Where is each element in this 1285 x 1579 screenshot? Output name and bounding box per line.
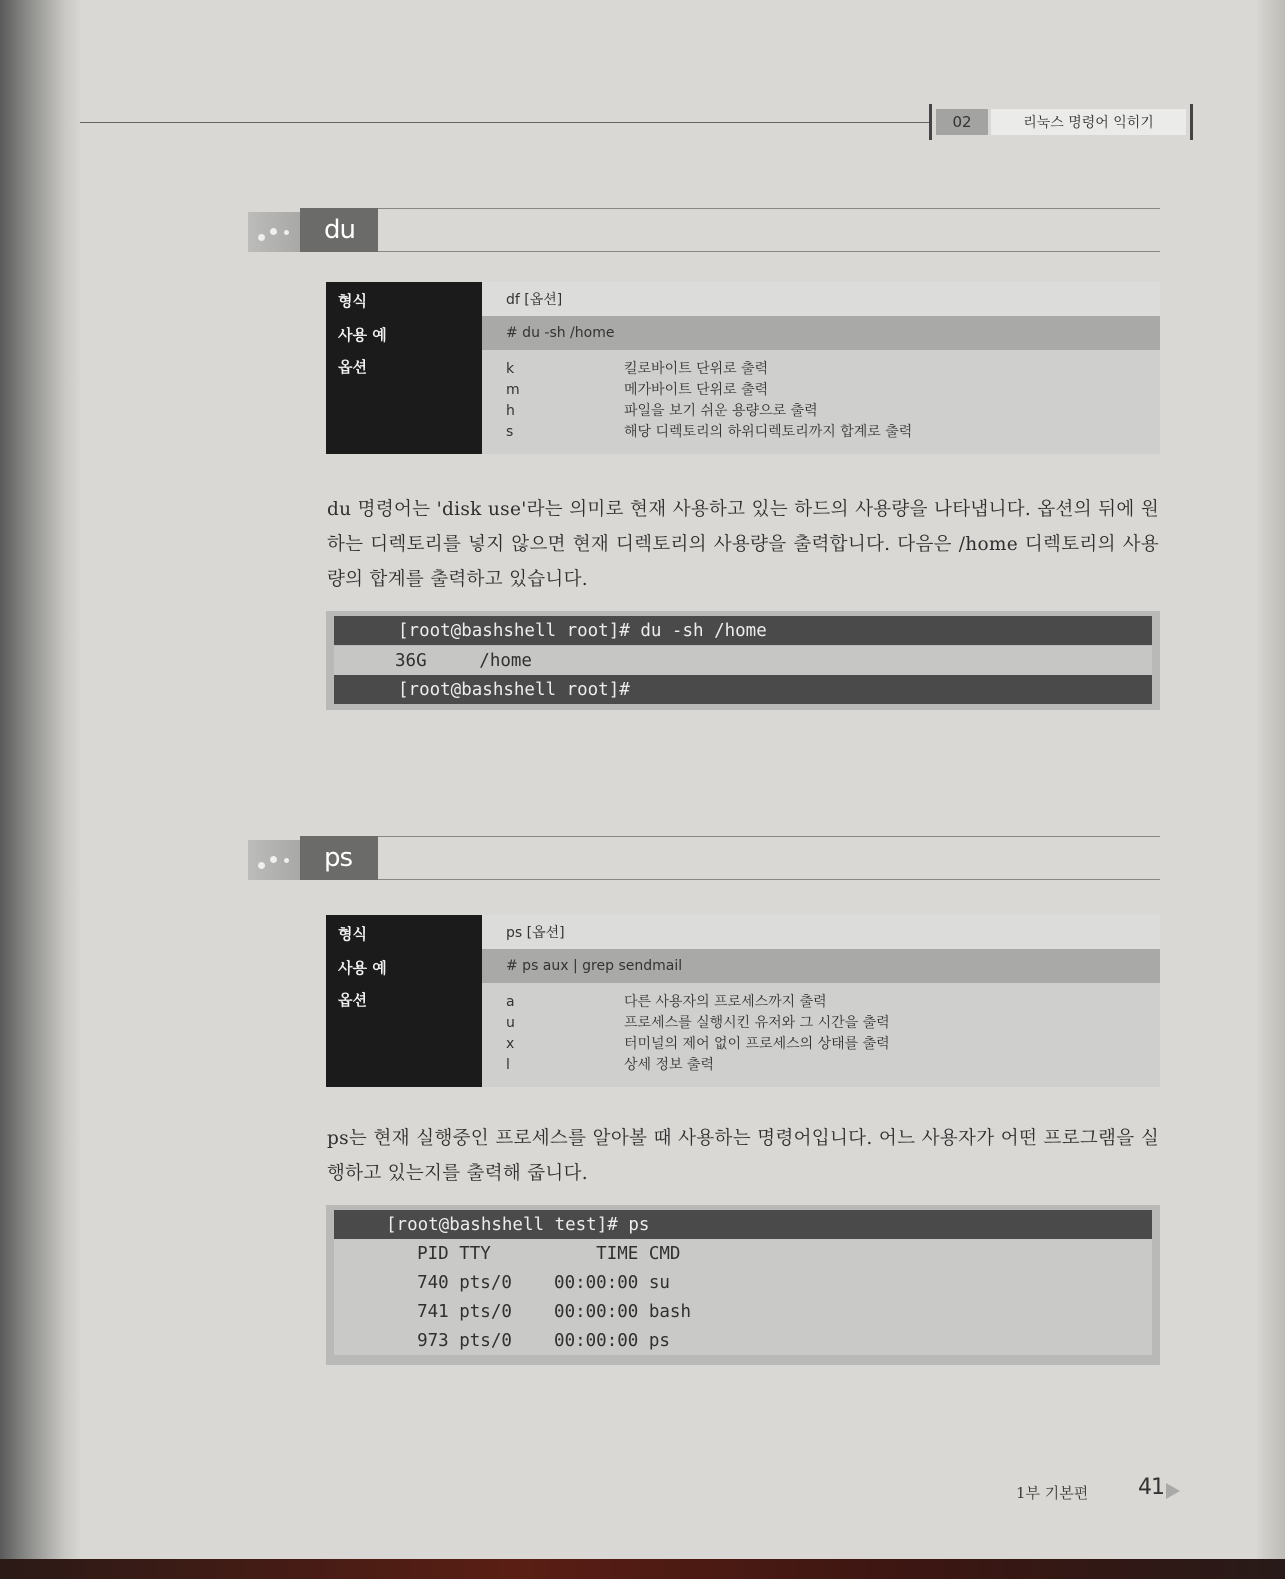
terminal-line: PID TTY TIME CMD <box>334 1239 1152 1268</box>
page-edge <box>1257 0 1285 1559</box>
section-header-du <box>248 208 1160 252</box>
terminal-line: [root@bashshell root]# du -sh /home <box>334 616 1152 645</box>
chapter-number: 02 <box>936 109 988 135</box>
chapter-title: 리눅스 명령어 익히기 <box>991 109 1186 135</box>
book-cover-edge <box>0 1559 1285 1579</box>
format-label: 형식 <box>338 292 367 310</box>
running-header <box>929 104 1193 140</box>
option-item: u 프로세스를 실행시킨 유저와 그 시간을 출력 <box>506 1015 890 1031</box>
option-item: l 상세 정보 출력 <box>506 1057 715 1073</box>
syntax-example-row <box>326 316 1160 350</box>
syntax-format-row <box>326 282 1160 316</box>
terminal-line: 741 pts/0 00:00:00 bash <box>334 1297 1152 1326</box>
format-value: ps [옵션] <box>482 915 1160 949</box>
body-paragraph-du: du 명령어는 'disk use'라는 의미로 현재 사용하고 있는 하드의 사용량을 나타냅니다. 옵션의 뒤에 원하는 디렉토리를 넣지 않으면 현재 디렉토리의 사용량을 출력합니다. 다음은 /home 디렉토리의 사용량의 합계를 출력하고 있습니다. <box>327 499 1159 590</box>
option-item: k 킬로바이트 단위로 출력 <box>506 361 769 377</box>
footer-part-label: 1부 기본편 <box>1016 1484 1089 1502</box>
options-label: 옵션 <box>338 991 367 1009</box>
options-label: 옵션 <box>338 358 367 376</box>
format-label: 형식 <box>338 925 367 943</box>
example-value: # du -sh /home <box>482 316 1160 350</box>
syntax-table-ps <box>326 915 1160 1087</box>
terminal-line: 973 pts/0 00:00:00 ps <box>334 1326 1152 1355</box>
dots-icon <box>248 840 300 880</box>
section-title: ps <box>300 836 378 880</box>
section-title: du <box>300 208 378 252</box>
syntax-table-du <box>326 282 1160 454</box>
running-header-rule <box>80 122 930 123</box>
example-label: 사용 예 <box>338 959 387 977</box>
option-item: x 터미널의 제어 없이 프로세스의 상태를 출력 <box>506 1036 890 1052</box>
section-header-ps <box>248 836 1160 880</box>
syntax-options-row <box>326 350 1160 454</box>
next-page-arrow-icon <box>1166 1483 1180 1499</box>
options-list <box>482 350 1160 454</box>
book-spine-shadow <box>0 0 80 1579</box>
dots-icon <box>248 212 300 252</box>
terminal-line: 36G /home <box>334 646 1152 675</box>
format-value: df [옵션] <box>482 282 1160 316</box>
syntax-format-row <box>326 915 1160 949</box>
example-value: # ps aux | grep sendmail <box>482 949 1160 983</box>
syntax-example-row <box>326 949 1160 983</box>
example-label: 사용 예 <box>338 326 387 344</box>
terminal-line: 740 pts/0 00:00:00 su <box>334 1268 1152 1297</box>
option-item: m 메가바이트 단위로 출력 <box>506 382 769 398</box>
terminal-du <box>326 611 1160 710</box>
options-list <box>482 983 1160 1087</box>
terminal-ps <box>326 1205 1160 1365</box>
option-item: a 다른 사용자의 프로세스까지 출력 <box>506 994 827 1010</box>
terminal-line: [root@bashshell root]# <box>334 675 1152 704</box>
syntax-options-row <box>326 983 1160 1087</box>
page-number: 41 <box>1138 1475 1164 1500</box>
terminal-line: [root@bashshell test]# ps <box>334 1210 1152 1239</box>
option-item: h 파일을 보기 쉬운 용량으로 출력 <box>506 403 818 419</box>
option-item: s 해당 디렉토리의 하위디렉토리까지 합계로 출력 <box>506 424 913 440</box>
body-paragraph-ps: ps는 현재 실행중인 프로세스를 알아볼 때 사용하는 명령어입니다. 어느 사용자가 어떤 프로그램을 실행하고 있는지를 출력해 줍니다. <box>327 1128 1159 1184</box>
